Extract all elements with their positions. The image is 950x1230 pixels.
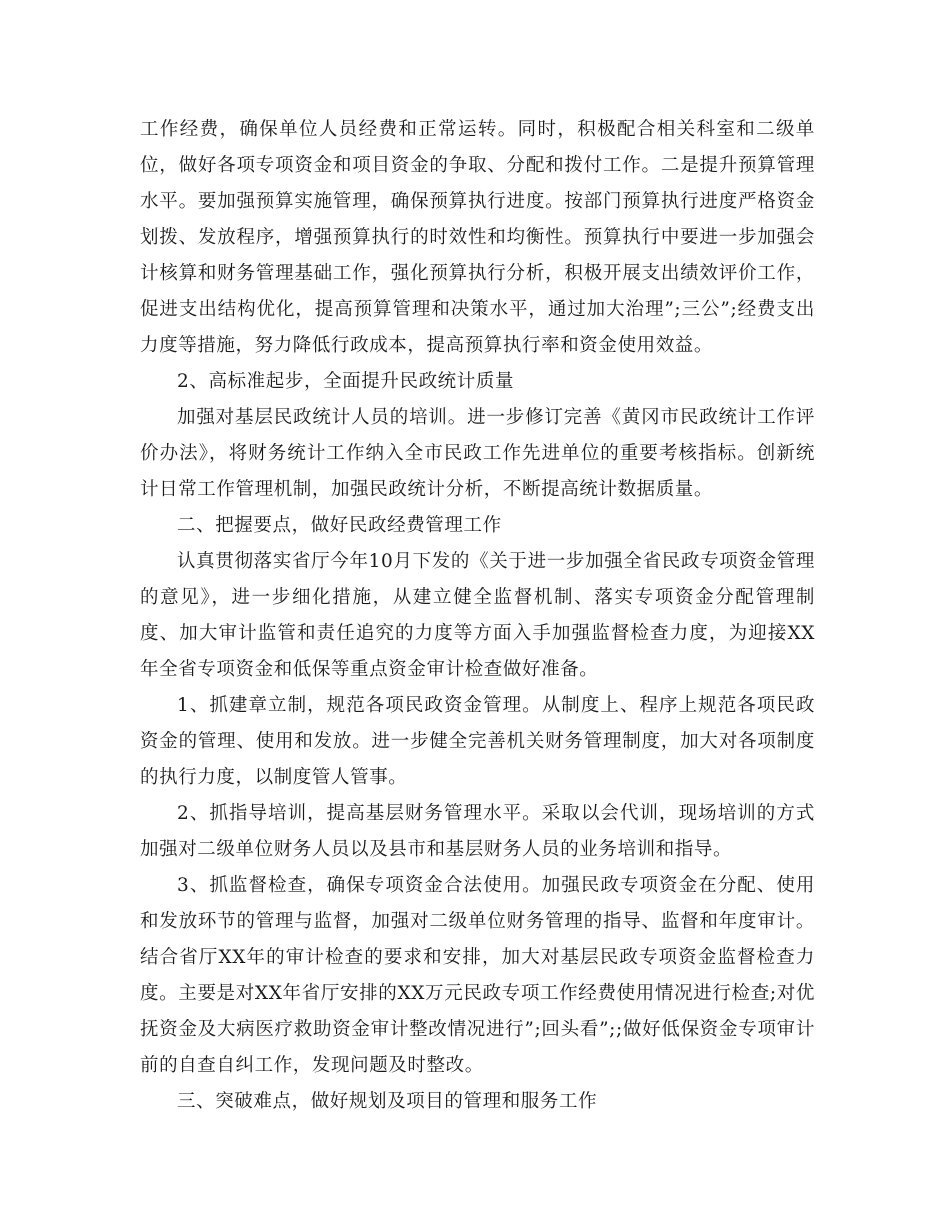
document-body — [140, 112, 815, 1120]
heading-planning-projects: 三、突破难点，做好规划及项目的管理和服务工作 — [177, 1091, 598, 1112]
paragraph-budget-continuation: 工作经费，确保单位人员经费和正常运转。同时，积极配合相关科室和二级单位，做好各项专项资金和项目资金的争取、分配和拨付工作。二是提升预算管理水平。要加强预算实施管理，确保预算执行进度。按部门预算执行进度严格资金划拨、发放程序，增强预算执行的时效性和均衡性。预算执行中要进一步加强会计核算和财务管理基础工作，强化预算执行分析，积极开展支出绩效评价工作，促进支出结构优化，提高预算管理和决策水平，通过加大治理”;三公”;经费支出力度等措施，努力降低行政成本，提高预算执行率和资金使用效益。 — [140, 119, 815, 356]
paragraph-statistics-training: 加强对基层民政统计人员的培训。进一步修订完善《黄冈市民政统计工作评价办法》，将财务统计工作纳入全市民政工作先进单位的重要考核指标。创新统计日常工作管理机制，加强民政统计分析，不断提高统计数据质量。 — [140, 407, 815, 500]
paragraph-regulation: 1、抓建章立制，规范各项民政资金管理。从制度上、程序上规范各项民政资金的管理、使用和发放。进一步健全完善机关财务管理制度，加大对各项制度的执行力度，以制度管人管事。 — [140, 695, 815, 788]
heading-funds-management: 二、把握要点，做好民政经费管理工作 — [177, 515, 502, 536]
heading-statistics-quality: 2、高标准起步，全面提升民政统计质量 — [177, 371, 515, 392]
paragraph-funds-opinion: 认真贯彻落实省厅今年10月下发的《关于进一步加强全省民政专项资金管理的意见》，进一步细化措施，从建立健全监督机制、落实专项资金分配管理制度、加大审计监管和责任追究的力度等方面入手加强监督检查力度，为迎接XX年全省专项资金和低保等重点资金审计检查做好准备。 — [140, 551, 815, 680]
paragraph-supervision: 3、抓监督检查，确保专项资金合法使用。加强民政专项资金在分配、使用和发放环节的管理与监督，加强对二级单位财务管理的指导、监督和年度审计。结合省厅XX年的审计检查的要求和安排，加大对基层民政专项资金监督检查力度。主要是对XX年省厅安排的XX万元民政专项工作经费使用情况进行检查;对优抚资金及大病医疗救助资金审计整改情况进行”;回头看”;;做好低保资金专项审计前的自查自纠工作，发现问题及时整改。 — [140, 875, 815, 1076]
paragraph-training: 2、抓指导培训，提高基层财务管理水平。采取以会代训，现场培训的方式加强对二级单位财务人员以及县市和基层财务人员的业务培训和指导。 — [140, 803, 815, 860]
